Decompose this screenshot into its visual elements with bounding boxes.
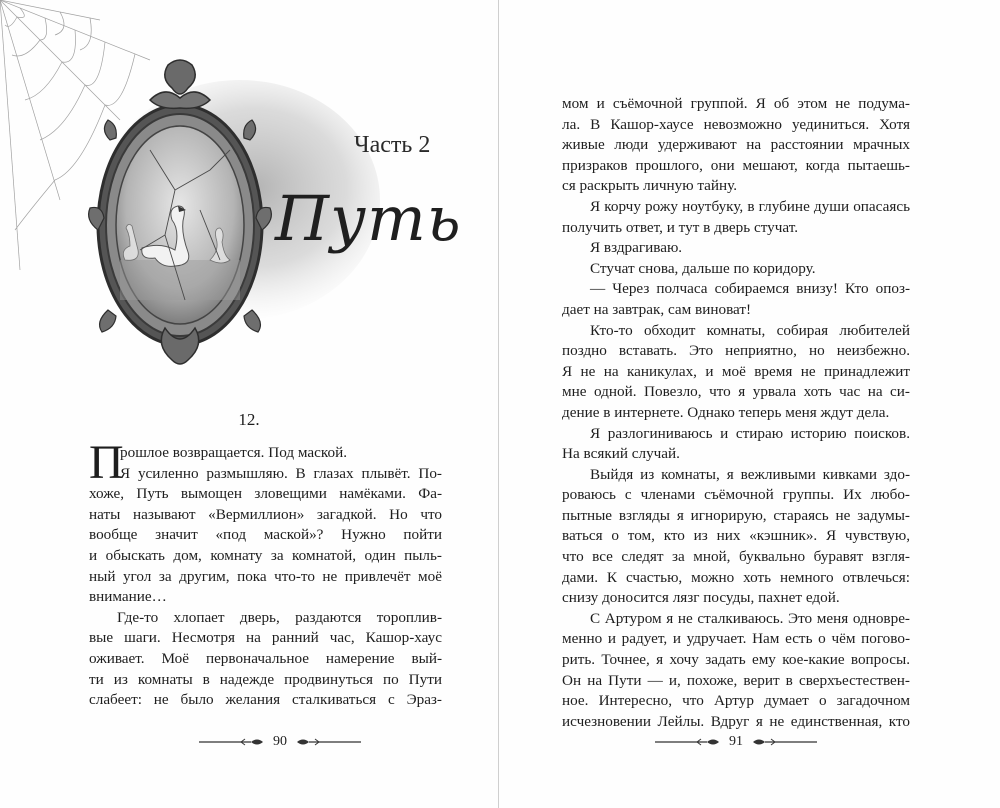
page-number: 90 — [273, 734, 287, 749]
chapter-number: 12. — [238, 410, 260, 429]
first-line-text: рошлое возвращается. Под маской. — [120, 444, 348, 461]
ornament-icon — [653, 737, 721, 747]
text-line: слабеет: не было желания сталкиваться с Эраз- — [89, 691, 442, 709]
text-line: мом и съёмочной группой. Я об этом не подума- — [562, 95, 910, 112]
right-body-text — [562, 94, 910, 732]
ornament-icon — [751, 737, 819, 747]
text-line: — Через полчаса собираемся внизу! Кто опоз- — [590, 280, 910, 298]
ornament-icon — [197, 737, 265, 747]
left-body-text — [89, 436, 442, 711]
text-line: мне одной. Повезло, что я урвала хоть час на си- — [562, 383, 910, 401]
text-line: ный угол за другим, пока что-то не привлечёт моё — [89, 567, 442, 585]
text-line: Я не на каникулах, и моё время не принадлежит — [562, 362, 910, 380]
text-line: дение в интернете. Однако теперь меня ждут дела. — [562, 403, 890, 421]
text-line: вые шаги. Несмотря на ранний час, Кашор-хаус — [89, 629, 442, 647]
left-page — [0, 0, 499, 808]
text-line: ти из комнаты в надежде продвинуться по Пути — [89, 670, 442, 688]
text-line: Я корчу рожу ноутбуку, в глубине души опасаясь — [590, 197, 910, 215]
text-line: Я разлогиниваюсь и стираю историю поисков. — [590, 424, 910, 442]
text-line: поздно вставать. Это неприятно, но неизбежно. — [562, 342, 910, 360]
right-page-footer — [652, 733, 820, 751]
text-line: Выйдя из комнаты, я вежливыми кивками здо- — [590, 465, 910, 483]
drop-cap: П — [89, 436, 124, 489]
part-label: Часть 2 — [354, 132, 431, 158]
text-line: Он на Пути — и, похоже, верит в сверхъестествен- — [562, 671, 910, 689]
ornament-icon — [295, 737, 363, 747]
text-line: ное. Интересно, что Артур думает о загадочном — [562, 692, 910, 710]
page-number: 91 — [729, 734, 743, 749]
text-line: дами. К счастью, можно хоть немного отвлечься: — [562, 568, 910, 586]
text-line: хоже, Путь вымощен зловещими намёками. Фа- — [89, 485, 442, 503]
text-line: внимание… — [89, 588, 167, 606]
text-line: получить ответ, и тут в дверь стучат. — [562, 218, 799, 236]
text-line: рить. Точнее, я хочу задать ему кое-какие вопросы. — [562, 651, 910, 669]
text-line: наты называют «Вермиллион» загадкой. Но что — [89, 505, 442, 523]
text-line: Стучат снова, дальше по коридору. — [590, 259, 816, 277]
text-line: вообще значит «под маской»? Нужно пойти — [89, 526, 442, 544]
text-line: и обыскать дом, комнату за комнатой, один пыль- — [89, 546, 442, 564]
text-line: призраков прошлого, они мешают, когда пытаешь- — [562, 156, 910, 174]
text-line: Где-то хлопает дверь, раздаются тороплив- — [117, 608, 442, 626]
left-page-footer — [180, 733, 380, 751]
text-line: роваюсь с членами съёмочной группы. Их любо- — [562, 486, 910, 504]
text-line: что все следят за мной, буквально буравят взгля- — [562, 548, 910, 566]
text-line: ся раскрыть личную тайну. — [562, 177, 738, 195]
text-line: менно и радует, и удручает. Нам есть о чём погово- — [562, 630, 910, 648]
text-line: ла. В Кашор-хаусе невозможно уединиться. Хотя — [562, 115, 910, 133]
text-line: дает на завтрак, сам виноват! — [562, 300, 752, 318]
text-line: ваться о том, кто из них «кэшник». Я чувствую, — [562, 527, 910, 545]
text-line: С Артуром я не сталкиваюсь. Это меня одновре- — [590, 609, 910, 627]
text-line: пытные взгляды я игнорирую, стараясь не задумы- — [562, 506, 910, 524]
text-line: Кто-то обходит комнаты, собирая любителей — [590, 321, 910, 339]
text-line: Я усиленно размышляю. В глазах плывёт. По- — [120, 464, 442, 482]
text-line: На всякий случай. — [562, 445, 680, 463]
part-title: Путь — [275, 182, 462, 255]
text-line: оживает. Моё первоначальное намерение вый- — [89, 649, 442, 667]
text-line: снизу доносится лязг посуды, пахнет едой. — [562, 589, 840, 607]
text-line: живые люди удерживают на расстоянии мрачных — [562, 136, 910, 154]
text-line: исчезновении Лейлы. Вдруг я не единственная, кто — [562, 712, 910, 730]
text-line: Я вздрагиваю. — [590, 239, 683, 257]
